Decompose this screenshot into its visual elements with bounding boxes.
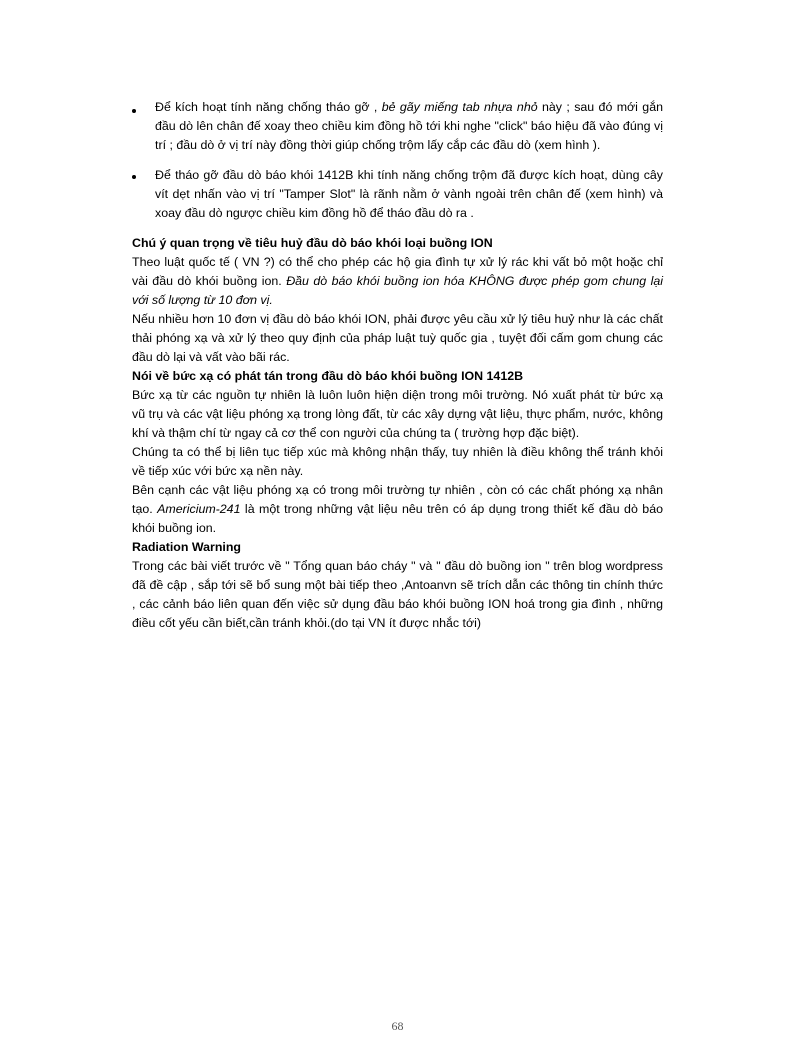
paragraph: Nếu nhiều hơn 10 đơn vị đầu dò báo khói ION, phải được yêu cầu xử lý tiêu huỷ như là các chất thải phóng xạ và xử lý theo quy định của pháp luật tuỳ quốc gia , tuyệt đối cấm gom chung các đầu dò lại và vất vào bãi rác.: [132, 312, 663, 364]
bullet-icon: [132, 175, 136, 179]
paragraph-emphasis: Đầu dò báo khói buồng ion hóa KHÔNG được phép gom chung lại với số lượng từ 10 đơn vị.: [132, 274, 663, 307]
bullet-text: Để kích hoạt tính năng chống tháo gỡ ,: [155, 100, 382, 114]
paragraph: Bức xạ từ các nguồn tự nhiên là luôn luôn hiện diện trong môi trường. Nó xuất phát từ bức xạ vũ trụ và các vật liệu phóng xạ trong lòng đất, từ các xây dựng vật liệu, thực phẩm, nước, không khí và thậm chí từ ngay cả cơ thể con người của chúng ta ( trường hợp đặc biệt).: [132, 388, 663, 440]
bullet-emphasis: bẻ gãy miếng tab nhựa nhỏ: [381, 100, 538, 114]
list-item: [132, 98, 663, 155]
section-heading-disposal: Chú ý quan trọng về tiêu huỷ đầu dò báo khói loại buồng ION: [132, 236, 493, 250]
paragraph-text: Theo luật quốc tế ( VN ?) có thể cho phép các hộ gia đình tự xử lý rác khi vất bỏ một hoặc chỉ vài đầu dò khói buồng ion.: [132, 255, 663, 288]
paragraph-emphasis: Americium-241: [157, 502, 241, 516]
paragraph: Trong các bài viết trước về " Tổng quan báo cháy " và " đầu dò buồng ion " trên blog wordpress đã đề cập , sắp tới sẽ bổ sung một bài tiếp theo ,Antoanvn sẽ trích dẫn các thông tin chính thức , các cảnh báo liên quan đến việc sử dụng đầu báo khói buồng ION hoá trong gia đình , những điều cốt yếu cần biết,cần tránh khỏi.(do tại VN ít được nhắc tới): [132, 559, 663, 630]
paragraph: [132, 481, 663, 538]
bullet-text: này ; sau đó mới gắn đầu dò lên chân đế xoay theo chiều kim đồng hồ tới khi nghe "click" báo hiệu đã vào đúng vị trí ; đầu dò ở vị trí này đồng thời giúp chống trộm lấy cắp các đầu dò (xem hình ).: [155, 100, 663, 152]
page-number: 68: [391, 1019, 404, 1033]
paragraph: [132, 253, 663, 310]
list-item: [132, 166, 663, 223]
page-content: [132, 98, 663, 633]
bullet-list: [132, 98, 663, 223]
paragraph: Chúng ta có thể bị liên tục tiếp xúc mà không nhận thấy, tuy nhiên là điều không thể tránh khỏi về tiếp xúc với bức xạ nền này.: [132, 445, 663, 478]
bullet-text: Để tháo gỡ đầu dò báo khói 1412B khi tính năng chống trộm đã được kích hoạt, dùng cây vít dẹt nhấn vào vị trí "Tamper Slot" là rãnh nằm ở vành ngoài trên chân đế (xem hình) và xoay đầu dò ngược chiều kim đồng hồ để tháo đầu dò ra .: [155, 168, 663, 220]
bullet-icon: [132, 109, 136, 113]
section-heading-radiation: Nói về bức xạ có phát tán trong đầu dò báo khói buồng ION 1412B: [132, 369, 524, 383]
paragraph-text: là một trong những vật liệu nêu trên có áp dụng trong thiết kế đầu dò báo khói buồng ion.: [132, 502, 663, 535]
paragraph-text: Bên cạnh các vật liệu phóng xạ có trong môi trường tự nhiên , còn có các chất phóng xạ nhân tạo.: [132, 483, 663, 516]
section-heading-warning: Radiation Warning: [132, 540, 241, 554]
